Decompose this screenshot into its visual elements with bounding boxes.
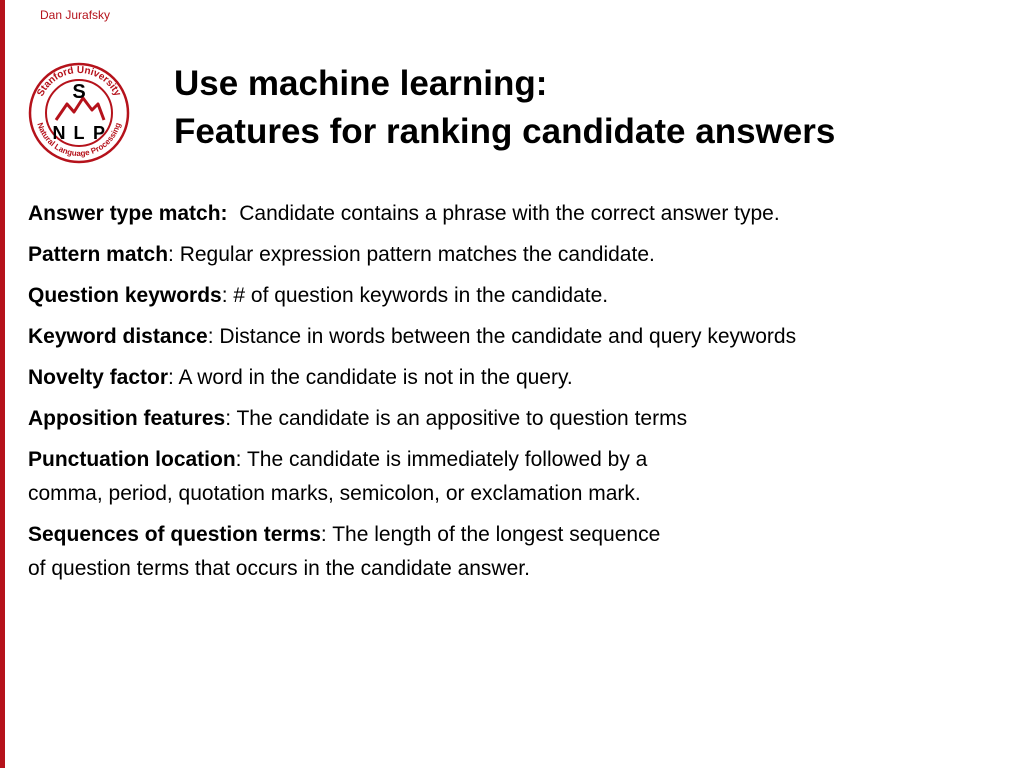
feature-description: : The length of the longest sequence: [320, 523, 661, 546]
feature-item-keyword-distance: [28, 320, 1003, 354]
feature-item-novelty-factor: [28, 361, 1003, 395]
feature-description: : The candidate is immediately followed by a: [235, 448, 648, 471]
feature-list: [28, 197, 1003, 593]
feature-description: : Distance in words between the candidate and query keywords: [207, 325, 797, 348]
feature-description: : # of question keywords in the candidate.: [221, 284, 609, 307]
logo-letter-n: N: [52, 123, 66, 143]
feature-item-sequences-of-question-terms: [28, 518, 1003, 586]
slide-accent-bar: [0, 0, 5, 768]
logo-letter-s: S: [72, 81, 86, 103]
feature-description: : The candidate is an appositive to question terms: [225, 407, 688, 430]
feature-name: Pattern match: [28, 243, 169, 266]
feature-description-continuation: comma, period, quotation marks, semicolon, or exclamation mark.: [28, 482, 641, 505]
feature-description: Candidate contains a phrase with the correct answer type.: [227, 202, 780, 225]
logo-ring-text-top: Stanford University: [35, 64, 123, 99]
slide-title-line-2: Features for ranking candidate answers: [174, 112, 836, 151]
slide-title: [174, 60, 1004, 156]
feature-name: Answer type match:: [28, 202, 228, 225]
feature-name: Question keywords: [28, 284, 222, 307]
feature-name: Apposition features: [28, 407, 226, 430]
author-label: Dan Jurafsky: [40, 8, 111, 22]
feature-item-apposition-features: [28, 402, 1003, 436]
feature-item-pattern-match: [28, 238, 1003, 272]
slide-title-line-1: Use machine learning:: [174, 64, 548, 103]
feature-name: Keyword distance: [28, 325, 208, 348]
feature-item-answer-type-match: [28, 197, 1003, 231]
logo-letter-l: L: [73, 123, 85, 143]
stanford-nlp-logo: [28, 46, 130, 180]
feature-description: : Regular expression pattern matches the candidate.: [168, 243, 655, 266]
feature-name: Novelty factor: [28, 366, 169, 389]
feature-item-question-keywords: [28, 279, 1003, 313]
logo-ring-text-bottom: Natural Language Processing: [35, 121, 123, 159]
feature-description: : A word in the candidate is not in the query.: [168, 366, 573, 389]
logo-outer-ring: [30, 64, 128, 162]
logo-letter-p: P: [92, 123, 106, 143]
feature-item-punctuation-location: [28, 443, 1003, 511]
feature-name: Sequences of question terms: [28, 523, 321, 546]
feature-description-continuation: of question terms that occurs in the candidate answer.: [28, 557, 530, 580]
feature-name: Punctuation location: [28, 448, 236, 471]
